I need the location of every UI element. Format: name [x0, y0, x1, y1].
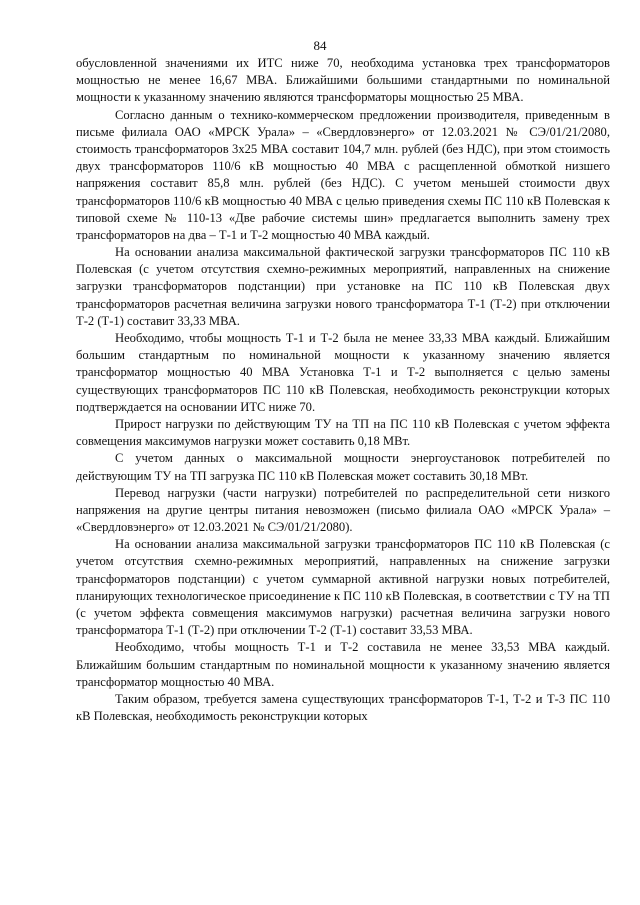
paragraph-6: С учетом данных о максимальной мощности энергоустановок потребителей по действующим ТУ на ТП загрузка ПС 110 кВ Полевская может составить 30,18 МВт.: [76, 451, 610, 483]
document-body: [76, 55, 610, 725]
page-number: 84: [313, 38, 327, 53]
paragraph-1: обусловленной значениями их ИТС ниже 70, необходима установка трех трансформаторов мощностью не менее 16,67 МВА. Ближайшими большими стандартными по номинальной мощности к указанному значению являются трансформаторы мощностью 25 МВА.: [76, 56, 610, 105]
paragraph-9: Необходимо, чтобы мощность Т-1 и Т-2 составила не менее 33,53 МВА каждый. Ближайшим большим стандартным по номинальной мощности к указанному значению является трансформатор мощностью 40 МВА.: [76, 640, 610, 689]
paragraph-10: Таким образом, требуется замена существующих трансформаторов Т-1, Т-2 и Т-3 ПС 110 кВ Полевская, необходимость реконструкции которых: [76, 691, 610, 724]
paragraph-2: Согласно данным о технико-коммерческом предложении производителя, приведенным в письме филиала ОАО «МРСК Урала» – «Свердловэнерго» от 12.03.2021 № СЭ/01/21/2080, стоимость трансформаторов 3х25 МВА составит 104,7 млн. рублей (без НДС), при этом стоимость двух трансформаторов 110/6 кВ мощностью 40 МВА с расщепленной обмоткой низшего напряжения составит 85,8 млн. рублей (без НДС). С учетом меньшей стоимости двух трансформаторов 110/6 кВ мощностью 40 МВА с целью приведения схемы ПС 110 кВ Полевская к типовой схеме № 110-13 «Две рабочие системы шин» предлагается выполнить замену трех трансформаторов на два – Т-1 и Т-2 мощностью 40 МВА каждый.: [76, 107, 610, 242]
paragraph-5: Прирост нагрузки по действующим ТУ на ТП на ПС 110 кВ Полевская с учетом эффекта совмещения максимумов нагрузки может составить 0,18 МВт.: [76, 416, 610, 449]
paragraph-7: Перевод нагрузки (части нагрузки) потребителей по распределительной сети низкого напряжения на другие центры питания невозможен (письмо филиала ОАО «МРСК Урала» – «Свердловэнерго» от 12.03.2021 № СЭ/01/21/2080).: [76, 485, 610, 535]
paragraph-8: На основании анализа максимальной загрузки трансформаторов ПС 110 кВ Полевская (с учетом отсутствия схемно-режимных мероприятий, направленных на снижение загрузки трансформаторов подстанции) с учетом суммарной активной нагрузки новых потребителей, планирующих технологическое присоединение к ПС 110 кВ Полевская, в соответствии с ТУ на ТП (с учетом эффекта совмещения максимумов нагрузки) расчетная величина загрузки нового трансформатора Т-1 (Т-2) при отключении Т-2 (Т-1) составит 33,53 МВА.: [76, 537, 610, 638]
paragraph-3: На основании анализа максимальной фактической загрузки трансформаторов ПС 110 кВ Полевская (с учетом отсутствия схемно-режимных мероприятий, направленных на снижение загрузки трансформаторов подстанции) при установке на ПС 110 кВ Полевская двух трансформаторов расчетная величина загрузки нового трансформатора Т-1 (Т-2) при отключении Т-2 (Т-1) составит 33,33 МВА.: [76, 245, 610, 328]
paragraph-4: Необходимо, чтобы мощность Т-1 и Т-2 была не менее 33,33 МВА каждый. Ближайшим большим стандартным по номинальной мощности к указанному значению является трансформатор мощностью 40 МВА Установка Т-1 и Т-2 выполняется с целью замены существующих трансформаторов ПС 110 кВ Полевская, необходимость реконструкции которых подтверждается на основании ИТС ниже 70.: [76, 331, 610, 414]
